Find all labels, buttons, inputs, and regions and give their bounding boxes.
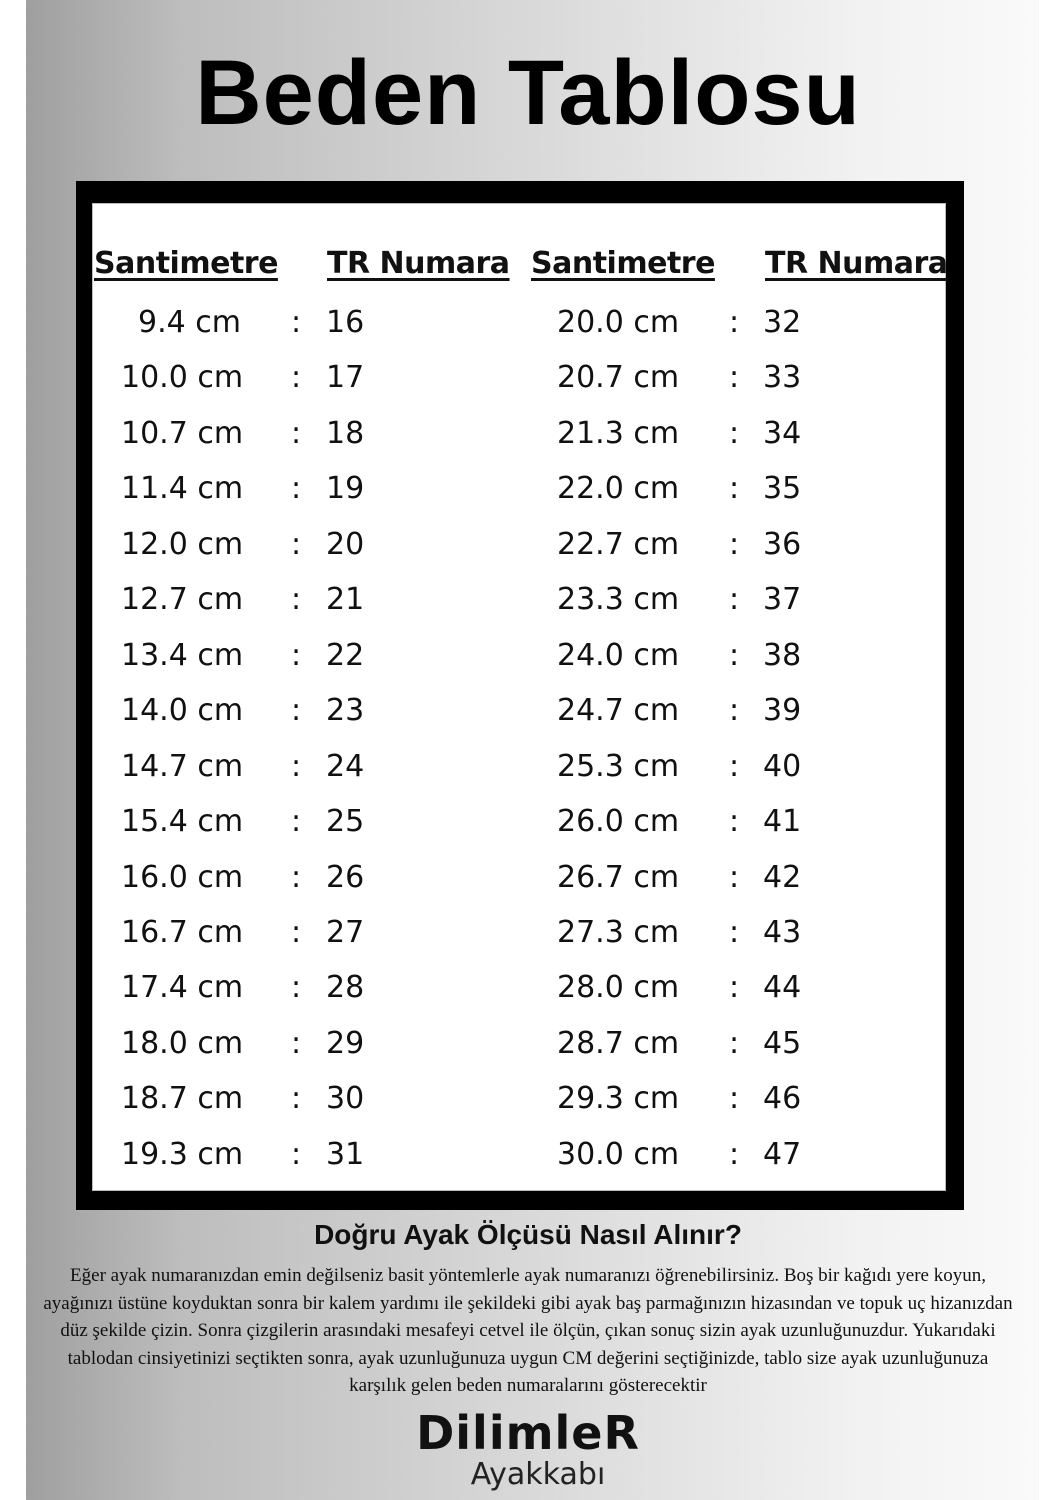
size-cm-right: 21.3 cm xyxy=(557,415,680,451)
separator-right: : xyxy=(729,1025,740,1061)
separator-right: : xyxy=(729,471,740,507)
size-tr-left: 21 xyxy=(326,582,365,618)
separator-left: : xyxy=(291,970,302,1006)
table-row xyxy=(93,416,947,471)
size-tr-right: 32 xyxy=(763,305,802,340)
size-cm-left: 11.4 cm xyxy=(121,471,244,507)
size-cm-right: 27.3 cm xyxy=(557,914,680,950)
size-tr-right: 40 xyxy=(763,748,802,784)
separator-left: : xyxy=(291,582,302,618)
separator-left: : xyxy=(291,526,302,562)
header-santimetre-right: Santimetre xyxy=(531,246,715,281)
size-cm-left: 18.0 cm xyxy=(121,1025,244,1061)
size-cm-left: 13.4 cm xyxy=(121,637,244,673)
size-tr-left: 25 xyxy=(326,804,365,840)
size-tr-left: 28 xyxy=(326,970,365,1006)
separator-right: : xyxy=(729,415,740,451)
separator-right: : xyxy=(729,637,740,673)
separator-right: : xyxy=(729,748,740,784)
size-tr-left: 22 xyxy=(326,637,365,673)
how-to-measure-title: Doğru Ayak Ölçüsü Nasıl Alınır? xyxy=(314,1219,742,1250)
table-row xyxy=(93,305,947,360)
size-cm-left: 17.4 cm xyxy=(121,970,244,1006)
separator-right: : xyxy=(729,804,740,840)
size-cm-right: 22.0 cm xyxy=(557,471,680,507)
size-tr-left: 24 xyxy=(326,748,365,784)
table-row xyxy=(93,915,947,970)
table-row xyxy=(93,693,947,748)
separator-left: : xyxy=(291,1081,302,1117)
separator-left: : xyxy=(291,859,302,895)
size-cm-right: 29.3 cm xyxy=(557,1081,680,1117)
size-cm-left: 16.0 cm xyxy=(121,859,244,895)
size-cm-left: 9.4 cm xyxy=(138,305,241,340)
separator-left: : xyxy=(291,914,302,950)
size-tr-left: 20 xyxy=(326,526,365,562)
table-row xyxy=(93,970,947,1025)
separator-left: : xyxy=(291,415,302,451)
size-cm-left: 14.0 cm xyxy=(121,693,244,729)
separator-left: : xyxy=(291,471,302,507)
separator-right: : xyxy=(729,1081,740,1117)
separator-right: : xyxy=(729,693,740,729)
table-row xyxy=(93,860,947,915)
size-table-frame xyxy=(76,181,964,1210)
size-cm-left: 16.7 cm xyxy=(121,914,244,950)
separator-right: : xyxy=(729,360,740,396)
size-tr-right: 36 xyxy=(763,526,802,562)
size-cm-right: 30.0 cm xyxy=(557,1136,680,1172)
size-tr-left: 19 xyxy=(326,471,365,507)
size-tr-right: 41 xyxy=(763,804,802,840)
separator-left: : xyxy=(291,804,302,840)
header-tr-numara-right: TR Numara xyxy=(765,246,948,281)
size-cm-right: 20.7 cm xyxy=(557,360,680,396)
separator-right: : xyxy=(729,582,740,618)
page-title: Beden Tablosu xyxy=(195,42,861,144)
separator-right: : xyxy=(729,914,740,950)
separator-left: : xyxy=(291,1136,302,1172)
brand-name: DilimleR xyxy=(416,1406,640,1460)
size-tr-right: 45 xyxy=(763,1025,802,1061)
size-cm-right: 28.0 cm xyxy=(557,970,680,1006)
table-row xyxy=(93,582,947,637)
table-row xyxy=(93,527,947,582)
size-cm-left: 19.3 cm xyxy=(121,1136,244,1172)
how-to-measure-text: Eğer ayak numaranızdan emin değilseniz basit yöntemlerle ayak numaranızı öğrenebilirsiniz. Boş bir kağıdı yere koyun, ayağınızı üstüne koyduktan sonra bir kalem yardımı ile şekildeki gibi ayak baş parmağınızın hizasından ve topuk uç hizanızdan düz şekilde çizin. Sonra çizgilerin arasındaki mesafeyi cetvel ile ölçün, çıkan sonuç sizin ayak uzunluğunuzdur. Yukarıdaki tablodan cinsiyetinizi seçtikten sonra, ayak uzunluğunuza uygun CM değerini seçtiğinizde, tablo size ayak uzunluğunuza karşılık gelen beden numaralarını gösterecektir xyxy=(43,1265,1013,1397)
table-row xyxy=(93,804,947,859)
table-row xyxy=(93,638,947,693)
table-row xyxy=(93,1081,947,1136)
size-cm-left: 10.7 cm xyxy=(121,415,244,451)
size-table xyxy=(92,203,946,1191)
size-cm-right: 28.7 cm xyxy=(557,1025,680,1061)
brand-logo xyxy=(0,1408,1039,1492)
size-cm-left: 12.0 cm xyxy=(121,526,244,562)
separator-left: : xyxy=(291,305,302,340)
size-tr-left: 16 xyxy=(326,305,365,340)
brand-subtitle: Ayakkabı xyxy=(470,1457,606,1492)
table-row xyxy=(93,749,947,804)
size-tr-left: 27 xyxy=(326,914,365,950)
size-tr-right: 47 xyxy=(763,1136,802,1172)
size-tr-right: 38 xyxy=(763,637,802,673)
separator-left: : xyxy=(291,637,302,673)
separator-right: : xyxy=(729,526,740,562)
size-tr-right: 35 xyxy=(763,471,802,507)
separator-left: : xyxy=(291,1025,302,1061)
size-cm-left: 15.4 cm xyxy=(121,804,244,840)
size-tr-right: 46 xyxy=(763,1081,802,1117)
size-tr-left: 23 xyxy=(326,693,365,729)
size-cm-right: 24.7 cm xyxy=(557,693,680,729)
size-cm-right: 25.3 cm xyxy=(557,748,680,784)
separator-right: : xyxy=(729,1136,740,1172)
separator-right: : xyxy=(729,305,740,340)
separator-right: : xyxy=(729,970,740,1006)
left-border-strip xyxy=(0,0,26,1500)
size-tr-right: 43 xyxy=(763,914,802,950)
size-cm-left: 14.7 cm xyxy=(121,748,244,784)
size-cm-right: 26.7 cm xyxy=(557,859,680,895)
size-cm-right: 20.0 cm xyxy=(557,305,680,340)
table-row xyxy=(93,360,947,415)
size-tr-left: 18 xyxy=(326,415,365,451)
size-cm-right: 26.0 cm xyxy=(557,804,680,840)
size-tr-right: 37 xyxy=(763,582,802,618)
header-santimetre-left: Santimetre xyxy=(94,246,278,281)
size-tr-left: 30 xyxy=(326,1081,365,1117)
header-tr-numara-left: TR Numara xyxy=(327,246,510,281)
size-cm-left: 18.7 cm xyxy=(121,1081,244,1117)
size-tr-left: 31 xyxy=(326,1136,365,1172)
size-tr-left: 29 xyxy=(326,1025,365,1061)
separator-left: : xyxy=(291,360,302,396)
size-cm-right: 22.7 cm xyxy=(557,526,680,562)
table-row xyxy=(93,1137,947,1192)
size-tr-right: 33 xyxy=(763,360,802,396)
table-row xyxy=(93,471,947,526)
size-tr-right: 34 xyxy=(763,415,802,451)
separator-left: : xyxy=(291,748,302,784)
size-cm-right: 23.3 cm xyxy=(557,582,680,618)
table-row xyxy=(93,1026,947,1081)
size-cm-left: 10.0 cm xyxy=(121,360,244,396)
size-tr-right: 44 xyxy=(763,970,802,1006)
size-cm-right: 24.0 cm xyxy=(557,637,680,673)
separator-right: : xyxy=(729,859,740,895)
size-tr-left: 17 xyxy=(326,360,365,396)
size-tr-right: 39 xyxy=(763,693,802,729)
separator-left: : xyxy=(291,693,302,729)
size-tr-left: 26 xyxy=(326,859,365,895)
size-tr-right: 42 xyxy=(763,859,802,895)
size-cm-left: 12.7 cm xyxy=(121,582,244,618)
